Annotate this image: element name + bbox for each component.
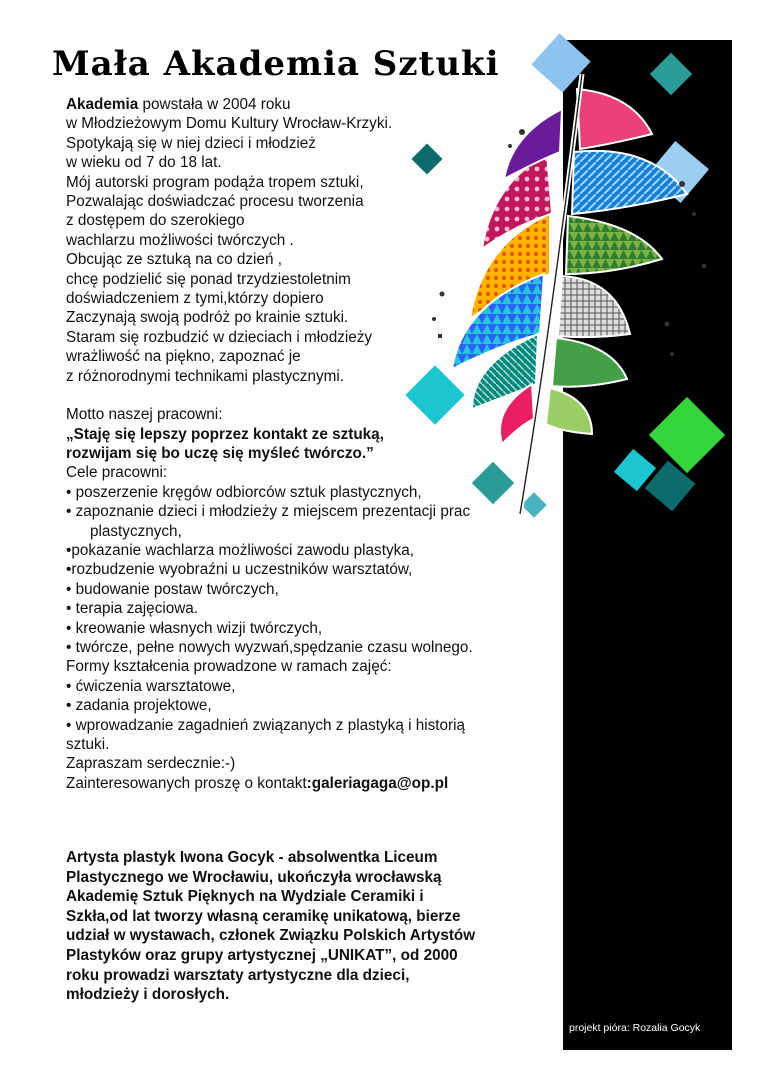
page-title: Mała Akademia Sztuki xyxy=(52,44,500,84)
intro-line: Pozwalając doświadczać procesu tworzenia xyxy=(66,193,364,211)
main-text xyxy=(66,95,556,793)
artist-credit xyxy=(66,848,566,1005)
intro-bold-word: Akademia xyxy=(66,96,139,113)
credit-line: Plastycznego we Wrocławiu, ukończyła wrocławską xyxy=(66,868,442,886)
form-item: • ćwiczenia warsztatowe, xyxy=(66,677,236,695)
invite-text: Zapraszam serdecznie:-) xyxy=(66,755,236,773)
form-item: • wprowadzanie zagadnień związanych z plastyką i historią xyxy=(66,716,466,734)
credit-line: młodzieży i dorosłych. xyxy=(66,986,230,1004)
goal-item: • budowanie postaw twórczych, xyxy=(66,580,279,598)
intro-line: doświadczeniem z tymi,którzy dopiero xyxy=(66,290,324,308)
intro-line: wrażliwość na piękno, zapoznać je xyxy=(66,348,301,366)
form-item: • zadania projektowe, xyxy=(66,697,212,715)
intro-line: chcę podzielić się ponad trzydziestoletnim xyxy=(66,270,351,288)
intro-line: Zaczynają swoją podróż po krainie sztuki. xyxy=(66,309,349,327)
spacer xyxy=(66,386,556,405)
credit-line: Akademię Sztuk Pięknych na Wydziale Ceramiki i xyxy=(66,888,424,906)
intro-line: wachlarzu możliwości twórczych . xyxy=(66,231,294,249)
credit-line: Szkła,od lat tworzy własną ceramikę unikatową, bierze xyxy=(66,907,461,925)
goal-item: • twórcze, pełne nowych wyzwań,spędzanie czasu wolnego. xyxy=(66,638,473,656)
intro-first-line xyxy=(66,95,556,114)
intro-line: z różnorodnymi technikami plastycznymi. xyxy=(66,367,344,385)
credit-line: roku prowadzi warsztaty artystyczne dla dzieci, xyxy=(66,966,410,984)
forms-heading: Formy kształcenia prowadzone w ramach zajęć: xyxy=(66,658,392,676)
intro-first-rest: powstała w 2004 roku xyxy=(138,96,291,113)
contact-prefix: Zainteresowanych proszę o kontakt xyxy=(66,774,307,792)
intro-line: Obcując ze sztuką na co dzień , xyxy=(66,251,282,269)
goal-item: • poszerzenie kręgów odbiorców sztuk plastycznych, xyxy=(66,483,422,501)
intro-line: w Młodzieżowym Domu Kultury Wrocław-Krzyki. xyxy=(66,115,393,133)
intro-line: Staram się rozbudzić w dzieciach i młodzieży xyxy=(66,328,373,346)
goal-item: • zapoznanie dzieci i młodzieży z miejscem prezentacji prac xyxy=(66,503,471,521)
motto-line: „Staję się lepszy poprzez kontakt ze sztuką, xyxy=(66,425,384,443)
contact-line xyxy=(66,774,556,793)
motto-line: rozwijam się bo uczę się myśleć twórczo.” xyxy=(66,444,374,462)
feather-right-vanes xyxy=(546,89,687,434)
credit-line: udział w wystawach, członek Związku Polskich Artystów xyxy=(66,927,476,945)
intro-line: Mój autorski program podąża tropem sztuki, xyxy=(66,173,364,191)
goal-item-continuation: plastycznych, xyxy=(90,522,182,540)
goal-item: • terapia zajęciowa. xyxy=(66,600,199,618)
goal-item: • kreowanie własnych wizji twórczych, xyxy=(66,619,323,637)
goals-heading: Cele pracowni: xyxy=(66,464,168,482)
intro-line: Spotykają się w niej dzieci i młodzież xyxy=(66,134,316,152)
goal-item: •pokazanie wachlarza możliwości zawodu plastyka, xyxy=(66,541,414,559)
credit-line: Artysta plastyk Iwona Gocyk - absolwentka Liceum xyxy=(66,849,438,866)
intro-line: z dostępem do szerokiego xyxy=(66,212,245,230)
goal-item: •rozbudzenie wyobraźni u uczestników warsztatów, xyxy=(66,561,413,579)
intro-line: w wieku od 7 do 18 lat. xyxy=(66,154,222,172)
credit-line: Plastyków oraz grupy artystycznej „UNIKAT”, od 2000 xyxy=(66,946,458,964)
feather-design-credit: projekt pióra: Rozalia Gocyk xyxy=(569,1022,701,1034)
contact-email[interactable]: :galeriagaga@op.pl xyxy=(306,774,449,792)
form-item-continuation: sztuki. xyxy=(66,736,110,753)
motto-label: Motto naszej pracowni: xyxy=(66,406,223,424)
